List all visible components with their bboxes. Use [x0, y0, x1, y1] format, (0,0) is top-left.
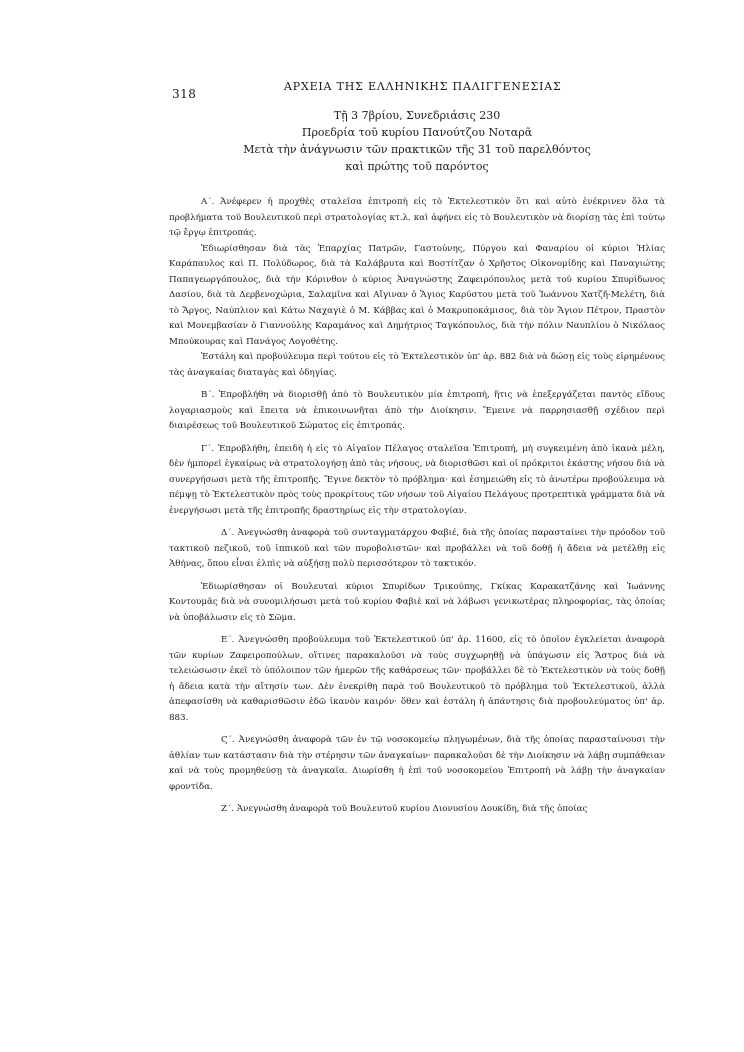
text-block: [169, 107, 665, 818]
presidency-heading: Προεδρία τοῦ κυρίου Πανούτζου Νοταρᾶ: [301, 126, 533, 139]
paragraph-epsilon: Ε΄. Ἀνεγνώσθη προβούλευμα τοῦ Ἐκτελεστικοῦ ὑπ' ἀρ. 11600, εἰς τὸ ὁποῖον ἐγκλείεται ἀναφορὰ τῶν κυρίων Ζαφειροπούλων, οἵτινες παρακαλοῦσι νὰ τοὺς συγχωρηθῇ νὰ ὑπάγωσιν εἰς Ἄστρος διὰ νὰ τελειώσωσιν ἐκεῖ τὸ ὑπόλοιπον τῶν ἡμερῶν τῆς καθάρσεως τῶν· προβάλλει δὲ τὸ Ἐκτελεστικὸν νὰ τοὺς δοθῇ ἡ ἄδεια κατὰ τὴν αἴτησίν των. Δὲν ἐνεκρίθη παρὰ τοῦ Βουλευτικοῦ τὸ πρόβλημα τοῦ Ἐκτελεστικοῦ, ἀλλὰ ἀπεφασίσθη νὰ καθαρισθῶσιν ἐδῶ ἱκανὸν καιρόν· ὅθεν καὶ ἐστάλη ἡ ἀπάντησις διὰ προβουλεύματος ὑπ' ἀρ. 883.: [169, 635, 665, 723]
paragraph-beta: Β΄. Ἐπροβλήθη νὰ διορισθῇ ἀπὸ τὸ Βουλευτικὸν μία ἐπιτροπή, ἥτις νὰ ἐπεξεργάζεται παντὸς εἴδους λογαριασμοὺς καὶ ἔπειτα νὰ ἐπικοινωνῆται ἀπὸ τὴν Διοίκησιν. Ἔμεινε νὰ παρρησιασθῇ σχέδιον περὶ διαιρέσεως τοῦ Βουλευτικοῦ Σώματος εἰς ἐπιτροπάς.: [169, 390, 665, 431]
document-body: [169, 195, 665, 818]
minutes-heading-line-1: Μετὰ τὴν ἀνάγνωσιν τῶν πρακτικῶν τῆς 31 τοῦ παρελθόντος: [243, 143, 591, 156]
paragraph-gamma: Γ΄. Ἐπροβλήθη, ἐπειδὴ ἡ εἰς τὸ Αἰγαῖον Πέλαγος σταλεῖσα Ἐπιτροπή, μὴ συγκειμένη ἀπὸ ἱκανὰ μέλη, δὲν ἠμπορεῖ ἐγκαίρως νὰ στρατολογήσῃ ἀπὸ τὰς νήσους, νὰ διορισθῶσι καὶ οἱ πρόκριτοι ἑκάστης νήσου διὰ νὰ συνεργήσωσι μετὰ τῆς ἐπιτροπῆς. Ἔγινε δεκτὸν τὸ πρόβλημα· καὶ ἐσημειώθη εἰς τὸ ἀνωτέρω προβούλευμα νὰ πέμψῃ τὸ Ἐκτελεστικὸν πρὸς τοὺς προκρίτους τῶν νήσων τοῦ Αἰγαίου Πελάγους προτρεπτικὰ γράμματα διὰ νὰ ἐνεργήσωσι μετὰ τῆς ἐπιτροπῆς δραστηρίως εἰς τὴν στρατολογίαν.: [169, 443, 665, 516]
session-heading: Τῇ 3 7βρίου, Συνεδριάσις 230: [333, 109, 501, 122]
paragraph-deputies-fabvier: Ἐδιωρίσθησαν οἱ Βουλευταὶ κύριοι Σπυρίδων Τρικούπης, Γκίκας Καρακατζάνης καὶ Ἰωάννης Κοντουμᾶς διὰ νὰ συνομιλήσωσι μετὰ τοῦ κυρίου Φαβιὲ καὶ νὰ λάβωσι γενικωτέρας πληροφορίας, τὰς ὁποίας νὰ ὑποβάλωσιν εἰς τὸ Σῶμα.: [169, 581, 665, 623]
paragraph-alpha: Α΄. Ἀνέφερεν ἡ προχθὲς σταλεῖσα ἐπιτροπὴ εἰς τὸ Ἐκτελεστικὸν ὅτι καὶ αὐτὸ ἐνέκρινεν ὅλα τὰ προβλήματα τοῦ Βουλευτικοῦ περὶ στρατολογίας κτ.λ. καὶ ἀφήνει εἰς τὸ Βουλευτικὸν νὰ διορίσῃ τὰς ἐπὶ τούτῳ τῷ ἔργῳ ἐπιτροπάς.: [169, 197, 665, 238]
running-head: ΑΡΧΕΙΑ ΤΗΣ ΕΛΛΗΝΙΚΗΣ ΠΑΛΙΓΓΕΝΕΣΙΑΣ: [284, 80, 562, 93]
paragraph-zeta: Ζ΄. Ἀνεγνώσθη ἀναφορὰ τοῦ Βουλευτοῦ κυρίου Διονυσίου Δουκίδη, διὰ τῆς ὁποίας: [221, 804, 588, 814]
minutes-heading-line-2: καὶ πρώτης τοῦ παρόντος: [345, 160, 489, 173]
paragraph-proboulevma-882: Ἐστάλη καὶ προβούλευμα περὶ τούτου εἰς τὸ Ἐκτελεστικὸν ὑπ' ἀρ. 882 διὰ νὰ δώσῃ εἰς τοὺς εἰρημένους τὰς ἀναγκαίας διαταγὰς καὶ ὁδηγίας.: [169, 352, 665, 378]
paragraph-delta: Δ΄. Ἀνεγνώσθη ἀναφορὰ τοῦ συνταγματάρχου Φαβιέ, διὰ τῆς ὁποίας παρασταίνει τὴν πρόοδον τοῦ τακτικοῦ πεζικοῦ, τοῦ ἱππικοῦ καὶ τῶν πυροβολιστῶν· καὶ προβάλλει νὰ τοῦ δοθῇ ἡ ἄδεια νὰ μετέλθῃ εἰς Ἀθήνας, ὅπου εἶναι ἐλπὶς νὰ αὐξήσῃ πολὺ περισσότερον τὸ τακτικόν.: [169, 528, 665, 569]
paragraph-stigma: Ϛ΄. Ἀνεγνώσθη ἀναφορὰ τῶν ἐν τῷ νοσοκομείῳ πληγωμένων, διὰ τῆς ὁποίας παρασταίνουσι τὴν ἀθλίαν των κατάστασιν διὰ τὴν στέρησιν τῶν ἀναγκαίων· παρακαλοῦσι δὲ τὴν Διοίκησιν νὰ λάβῃ συμπάθειαν καὶ νὰ τοὺς προμηθεύσῃ τὰ ἀναγκαῖα. Διωρίσθη ἡ ἐπὶ τοῦ νοσοκομείου Ἐπιτροπὴ νὰ λάβῃ τὴν ἀναγκαίαν φροντίδα.: [169, 735, 665, 792]
paragraph-appointments: Ἐδιωρίσθησαν διὰ τὰς Ἐπαρχίας Πατρῶν, Γαστούνης, Πύργου καὶ Φαναρίου οἱ κύριοι Ἠλίας Καράπαυλος καὶ Π. Πολύδωρος, διὰ τὰ Καλάβρυτα καὶ Βοστίτζαν ὁ Χρῆστος Οἰκονομίδης καὶ Παναγιώτης Παπαγεωργόπουλος, διὰ τὴν Κόρινθον ὁ κύριος Ἀναγνώστης Ζαφειρόπουλος μετὰ τοῦ κυρίου Σπυρίδωνος Δασίου, διὰ τὰ Δερβενοχώρια, Σαλαμῖνα καὶ Αἴγιναν ὁ Ἅγιος Καρύστου μετὰ τοῦ Ἰωάννου Χατζῆ-Μελέτη, διὰ τὸ Ἄργος, Ναύπλιον καὶ Κάτω Ναχαγιὲ ὁ Μ. Κάββας καὶ ὁ Μακρυποκάμισος, διὰ τὸν Ἅγιον Πέτρον, Πραστὸν καὶ Μονεμβασίαν ὁ Γιαννούλης Καραμάνος καὶ Δημήτριος Ταγκόπουλος, διὰ τὴν πόλιν Ναυπλίου ὁ Νικόλαος Μπούκουρας καὶ Πανάγος Λογοθέτης.: [169, 243, 665, 347]
page-number: 318: [172, 87, 197, 101]
